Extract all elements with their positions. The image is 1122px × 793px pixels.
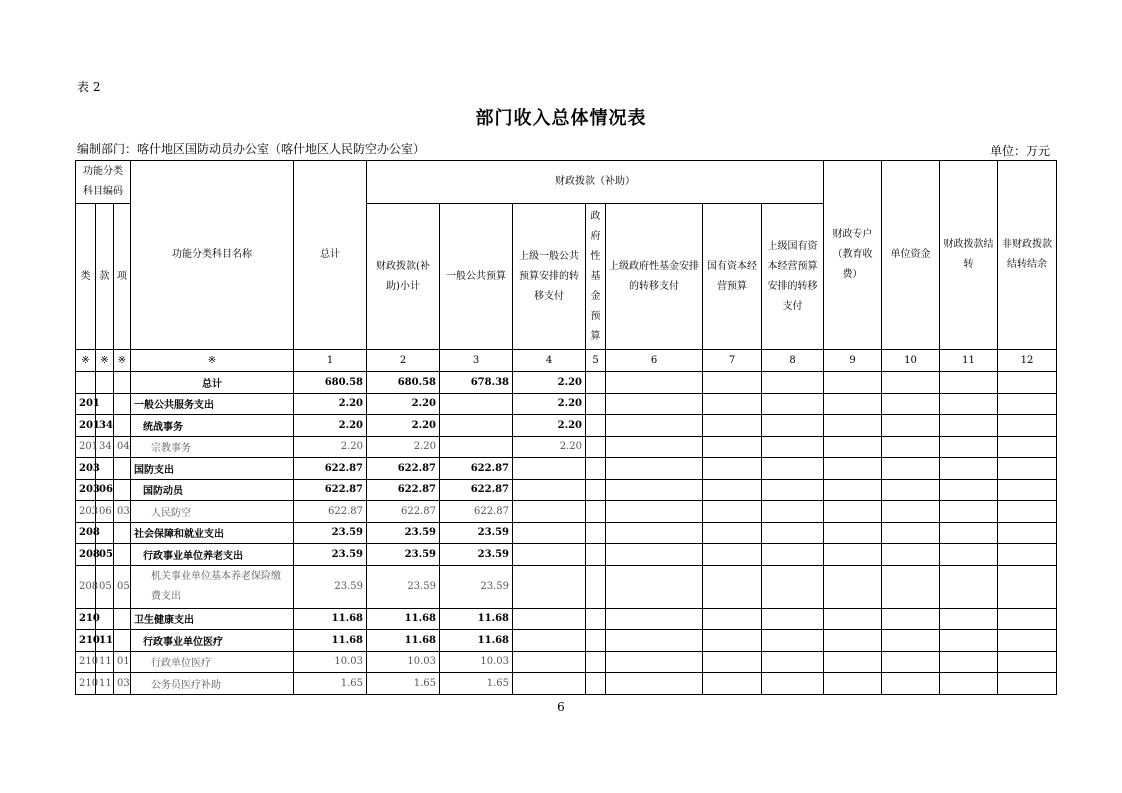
- cell-lei: 210: [76, 673, 96, 695]
- cell-empty: [606, 479, 703, 501]
- cell-empty: [824, 651, 882, 673]
- cell-upper-general-transfer: 2.20: [513, 372, 586, 394]
- cell-total: 1.65: [294, 673, 367, 695]
- column-number-cell: 10: [882, 350, 940, 372]
- cell-empty: [882, 673, 940, 695]
- cell-empty: [762, 522, 824, 544]
- cell-lei: 210: [76, 608, 96, 630]
- column-number-cell: ※: [131, 350, 294, 372]
- header-fiscal-group: 财政拨款（补助）: [367, 161, 824, 204]
- cell-fiscal-subtotal: 2.20: [367, 415, 440, 437]
- table-number: 表 2: [77, 80, 101, 94]
- cell-empty: [882, 479, 940, 501]
- cell-xiang: [114, 479, 131, 501]
- cell-kuan: 11: [96, 630, 114, 652]
- cell-empty: [703, 630, 762, 652]
- table-row: [76, 372, 1057, 394]
- cell-empty: [998, 630, 1057, 652]
- cell-empty: [703, 372, 762, 394]
- cell-empty: [998, 501, 1057, 523]
- cell-fiscal-subtotal: 23.59: [367, 522, 440, 544]
- cell-subject-name: 社会保障和就业支出: [131, 522, 294, 544]
- cell-empty: [606, 436, 703, 458]
- cell-empty: [703, 415, 762, 437]
- cell-kuan: 11: [96, 673, 114, 695]
- header-subject-name: 功能分类科目名称: [131, 161, 294, 350]
- cell-empty: [998, 458, 1057, 480]
- header-kuan: 款: [96, 204, 114, 350]
- cell-empty: [703, 522, 762, 544]
- cell-empty: [606, 393, 703, 415]
- cell-lei: 210: [76, 651, 96, 673]
- header-code-group: 功能分类科目编码: [76, 161, 131, 204]
- cell-empty: [940, 479, 998, 501]
- column-number-cell: 1: [294, 350, 367, 372]
- cell-lei: 201: [76, 415, 96, 437]
- cell-subject-name: 国防动员: [131, 479, 294, 501]
- cell-empty: [586, 415, 606, 437]
- cell-upper-general-transfer: [513, 565, 586, 608]
- compiling-department: 编制部门：喀什地区国防动员办公室（喀什地区人民防空办公室）: [77, 142, 426, 156]
- header-xiang: 项: [114, 204, 131, 350]
- table-row: [76, 565, 1057, 608]
- cell-subject-name: 行政事业单位医疗: [131, 630, 294, 652]
- cell-empty: [882, 458, 940, 480]
- cell-empty: [824, 479, 882, 501]
- cell-empty: [882, 522, 940, 544]
- cell-empty: [940, 651, 998, 673]
- cell-total: 23.59: [294, 565, 367, 608]
- cell-xiang: 01: [114, 651, 131, 673]
- cell-empty: [824, 458, 882, 480]
- cell-general-budget: [440, 393, 513, 415]
- cell-fiscal-subtotal: 23.59: [367, 565, 440, 608]
- column-number-cell: ※: [114, 350, 131, 372]
- cell-general-budget: [440, 436, 513, 458]
- cell-empty: [762, 673, 824, 695]
- cell-empty: [762, 630, 824, 652]
- cell-empty: [762, 415, 824, 437]
- cell-empty: [586, 630, 606, 652]
- cell-xiang: [114, 544, 131, 566]
- cell-empty: [998, 651, 1057, 673]
- cell-general-budget: 678.38: [440, 372, 513, 394]
- cell-lei: 210: [76, 630, 96, 652]
- cell-xiang: [114, 415, 131, 437]
- cell-fiscal-subtotal: 680.58: [367, 372, 440, 394]
- cell-empty: [606, 565, 703, 608]
- header-fiscal-subtotal: 财政拨款(补助)小计: [367, 204, 440, 350]
- cell-empty: [762, 501, 824, 523]
- table-row: [76, 415, 1057, 437]
- column-number-cell: 2: [367, 350, 440, 372]
- cell-empty: [882, 608, 940, 630]
- cell-total: 23.59: [294, 544, 367, 566]
- cell-empty: [703, 565, 762, 608]
- cell-xiang: 03: [114, 673, 131, 695]
- cell-xiang: [114, 458, 131, 480]
- cell-kuan: 06: [96, 501, 114, 523]
- header-nonfiscal-carryover: 非财政拨款结转结余: [998, 161, 1057, 350]
- cell-empty: [762, 544, 824, 566]
- cell-empty: [606, 372, 703, 394]
- table-row: [76, 608, 1057, 630]
- cell-upper-general-transfer: [513, 608, 586, 630]
- cell-xiang: [114, 393, 131, 415]
- column-number-cell: 12: [998, 350, 1057, 372]
- cell-fiscal-subtotal: 622.87: [367, 458, 440, 480]
- cell-empty: [586, 544, 606, 566]
- cell-empty: [586, 393, 606, 415]
- cell-subject-name: 一般公共服务支出: [131, 393, 294, 415]
- cell-empty: [762, 436, 824, 458]
- table-row: [76, 436, 1057, 458]
- cell-general-budget: 1.65: [440, 673, 513, 695]
- table-row: [76, 522, 1057, 544]
- cell-fiscal-subtotal: 10.03: [367, 651, 440, 673]
- column-number-cell: ※: [96, 350, 114, 372]
- cell-kuan: 06: [96, 479, 114, 501]
- cell-empty: [606, 630, 703, 652]
- header-general-budget: 一般公共预算: [440, 204, 513, 350]
- cell-empty: [940, 458, 998, 480]
- cell-empty: [703, 544, 762, 566]
- cell-total: 23.59: [294, 522, 367, 544]
- cell-empty: [882, 393, 940, 415]
- cell-xiang: [114, 608, 131, 630]
- cell-empty: [998, 415, 1057, 437]
- header-fiscal-carryover: 财政拨款结转: [940, 161, 998, 350]
- cell-total: 2.20: [294, 436, 367, 458]
- column-number-cell: 7: [703, 350, 762, 372]
- cell-empty: [606, 458, 703, 480]
- cell-general-budget: 622.87: [440, 479, 513, 501]
- cell-subject-name: 人民防空: [131, 501, 294, 523]
- cell-empty: [586, 651, 606, 673]
- cell-general-budget: 23.59: [440, 522, 513, 544]
- cell-total: 622.87: [294, 479, 367, 501]
- cell-empty: [824, 630, 882, 652]
- cell-empty: [762, 479, 824, 501]
- cell-empty: [586, 479, 606, 501]
- cell-empty: [998, 522, 1057, 544]
- cell-empty: [586, 501, 606, 523]
- cell-kuan: 05: [96, 565, 114, 608]
- cell-empty: [606, 651, 703, 673]
- cell-total: 11.68: [294, 630, 367, 652]
- column-number-cell: 4: [513, 350, 586, 372]
- header-upper-capital-transfer: 上级国有资本经营预算安排的转移支付: [762, 204, 824, 350]
- cell-empty: [703, 458, 762, 480]
- cell-empty: [940, 393, 998, 415]
- cell-empty: [998, 393, 1057, 415]
- cell-empty: [824, 565, 882, 608]
- cell-empty: [586, 608, 606, 630]
- cell-kuan: 11: [96, 651, 114, 673]
- cell-lei: 203: [76, 501, 96, 523]
- page-number: 6: [557, 700, 565, 714]
- column-number-cell: 11: [940, 350, 998, 372]
- cell-empty: [586, 458, 606, 480]
- cell-empty: [824, 673, 882, 695]
- cell-empty: [824, 501, 882, 523]
- cell-kuan: 05: [96, 544, 114, 566]
- cell-empty: [762, 565, 824, 608]
- column-number-cell: 8: [762, 350, 824, 372]
- cell-fiscal-subtotal: 11.68: [367, 608, 440, 630]
- cell-empty: [606, 522, 703, 544]
- header-special-edu: 财政专户（教育收费）: [824, 161, 882, 350]
- cell-empty: [703, 393, 762, 415]
- cell-general-budget: 11.68: [440, 608, 513, 630]
- table-row: [76, 651, 1057, 673]
- cell-empty: [998, 608, 1057, 630]
- cell-empty: [762, 393, 824, 415]
- cell-empty: [762, 458, 824, 480]
- cell-general-budget: 622.87: [440, 458, 513, 480]
- cell-empty: [940, 673, 998, 695]
- cell-xiang: [114, 522, 131, 544]
- cell-fiscal-subtotal: 622.87: [367, 501, 440, 523]
- cell-subject-name: 公务员医疗补助: [131, 673, 294, 695]
- cell-empty: [586, 522, 606, 544]
- cell-empty: [586, 436, 606, 458]
- cell-general-budget: 11.68: [440, 630, 513, 652]
- cell-kuan: [96, 372, 114, 394]
- cell-kuan: 34: [96, 415, 114, 437]
- cell-subject-name: 国防支出: [131, 458, 294, 480]
- cell-empty: [882, 544, 940, 566]
- cell-upper-general-transfer: 2.20: [513, 436, 586, 458]
- header-unit-funds: 单位资金: [882, 161, 940, 350]
- cell-general-budget: 23.59: [440, 544, 513, 566]
- income-table: [75, 160, 1057, 695]
- cell-xiang: 04: [114, 436, 131, 458]
- cell-empty: [824, 415, 882, 437]
- table-row: [76, 458, 1057, 480]
- table-row: [76, 544, 1057, 566]
- cell-empty: [586, 673, 606, 695]
- table-row: [76, 673, 1057, 695]
- cell-empty: [586, 372, 606, 394]
- cell-empty: [998, 372, 1057, 394]
- cell-empty: [940, 565, 998, 608]
- cell-empty: [703, 436, 762, 458]
- cell-empty: [998, 544, 1057, 566]
- cell-xiang: 03: [114, 501, 131, 523]
- cell-upper-general-transfer: 2.20: [513, 415, 586, 437]
- cell-upper-general-transfer: 2.20: [513, 393, 586, 415]
- cell-general-budget: 10.03: [440, 651, 513, 673]
- cell-empty: [703, 479, 762, 501]
- cell-fiscal-subtotal: 2.20: [367, 393, 440, 415]
- cell-empty: [940, 415, 998, 437]
- table-row: [76, 501, 1057, 523]
- column-number-row: [76, 350, 1057, 372]
- cell-empty: [940, 501, 998, 523]
- cell-empty: [824, 393, 882, 415]
- cell-empty: [940, 630, 998, 652]
- cell-empty: [882, 651, 940, 673]
- cell-empty: [882, 372, 940, 394]
- header-lei: 类: [76, 204, 96, 350]
- cell-total: 2.20: [294, 415, 367, 437]
- header-upper-fund-transfer: 上级政府性基金安排的转移支付: [606, 204, 703, 350]
- cell-empty: [882, 436, 940, 458]
- cell-general-budget: 23.59: [440, 565, 513, 608]
- cell-upper-general-transfer: [513, 544, 586, 566]
- cell-empty: [940, 372, 998, 394]
- cell-lei: 208: [76, 565, 96, 608]
- cell-total: 622.87: [294, 501, 367, 523]
- header-total: 总计: [294, 161, 367, 350]
- cell-subject-name: 宗教事务: [131, 436, 294, 458]
- cell-general-budget: [440, 415, 513, 437]
- cell-lei: 201: [76, 393, 96, 415]
- cell-subject-name: 总计: [131, 372, 294, 394]
- cell-fiscal-subtotal: 23.59: [367, 544, 440, 566]
- cell-lei: 201: [76, 436, 96, 458]
- column-number-cell: 6: [606, 350, 703, 372]
- cell-empty: [606, 415, 703, 437]
- cell-fiscal-subtotal: 2.20: [367, 436, 440, 458]
- cell-empty: [882, 415, 940, 437]
- cell-empty: [998, 436, 1057, 458]
- cell-subject-name: 行政单位医疗: [131, 651, 294, 673]
- cell-xiang: [114, 372, 131, 394]
- column-number-cell: 9: [824, 350, 882, 372]
- cell-empty: [824, 436, 882, 458]
- cell-total: 622.87: [294, 458, 367, 480]
- cell-lei: 208: [76, 522, 96, 544]
- cell-empty: [882, 501, 940, 523]
- cell-empty: [940, 522, 998, 544]
- cell-empty: [998, 673, 1057, 695]
- header-gov-fund: 政府性基金预算: [586, 204, 606, 350]
- cell-lei: 203: [76, 458, 96, 480]
- cell-empty: [940, 544, 998, 566]
- cell-subject-name: 统战事务: [131, 415, 294, 437]
- cell-empty: [762, 372, 824, 394]
- cell-empty: [824, 544, 882, 566]
- cell-empty: [703, 673, 762, 695]
- page-title: 部门收入总体情况表: [475, 108, 647, 129]
- cell-upper-general-transfer: [513, 501, 586, 523]
- cell-subject-name: 机关事业单位基本养老保险缴费支出: [131, 565, 294, 608]
- cell-upper-general-transfer: [513, 630, 586, 652]
- unit-label: 单位：万元: [989, 144, 1050, 158]
- cell-empty: [606, 544, 703, 566]
- cell-subject-name: 卫生健康支出: [131, 608, 294, 630]
- cell-empty: [762, 651, 824, 673]
- cell-empty: [606, 608, 703, 630]
- cell-total: 680.58: [294, 372, 367, 394]
- cell-empty: [940, 608, 998, 630]
- column-number-cell: 3: [440, 350, 513, 372]
- cell-lei: 203: [76, 479, 96, 501]
- cell-upper-general-transfer: [513, 673, 586, 695]
- header-upper-general-transfer: 上级一般公共预算安排的转移支付: [513, 204, 586, 350]
- cell-empty: [703, 501, 762, 523]
- column-number-cell: 5: [586, 350, 606, 372]
- cell-total: 10.03: [294, 651, 367, 673]
- cell-total: 2.20: [294, 393, 367, 415]
- table-row: [76, 630, 1057, 652]
- cell-fiscal-subtotal: 622.87: [367, 479, 440, 501]
- cell-empty: [703, 608, 762, 630]
- cell-empty: [824, 608, 882, 630]
- cell-subject-name: 行政事业单位养老支出: [131, 544, 294, 566]
- cell-empty: [882, 630, 940, 652]
- cell-total: 11.68: [294, 608, 367, 630]
- cell-empty: [703, 651, 762, 673]
- cell-fiscal-subtotal: 1.65: [367, 673, 440, 695]
- cell-lei: 208: [76, 544, 96, 566]
- cell-empty: [998, 565, 1057, 608]
- cell-empty: [606, 501, 703, 523]
- cell-upper-general-transfer: [513, 651, 586, 673]
- cell-general-budget: 622.87: [440, 501, 513, 523]
- cell-empty: [824, 372, 882, 394]
- table-body: [76, 372, 1057, 695]
- cell-xiang: [114, 630, 131, 652]
- cell-empty: [606, 673, 703, 695]
- cell-upper-general-transfer: [513, 479, 586, 501]
- table-row: [76, 479, 1057, 501]
- cell-lei: [76, 372, 96, 394]
- header-state-capital: 国有资本经营预算: [703, 204, 762, 350]
- cell-upper-general-transfer: [513, 522, 586, 544]
- cell-upper-general-transfer: [513, 458, 586, 480]
- cell-empty: [762, 608, 824, 630]
- cell-empty: [998, 479, 1057, 501]
- cell-empty: [586, 565, 606, 608]
- cell-empty: [824, 522, 882, 544]
- cell-kuan: 34: [96, 436, 114, 458]
- column-number-cell: ※: [76, 350, 96, 372]
- cell-xiang: 05: [114, 565, 131, 608]
- cell-empty: [940, 436, 998, 458]
- cell-empty: [882, 565, 940, 608]
- table-row: [76, 393, 1057, 415]
- cell-fiscal-subtotal: 11.68: [367, 630, 440, 652]
